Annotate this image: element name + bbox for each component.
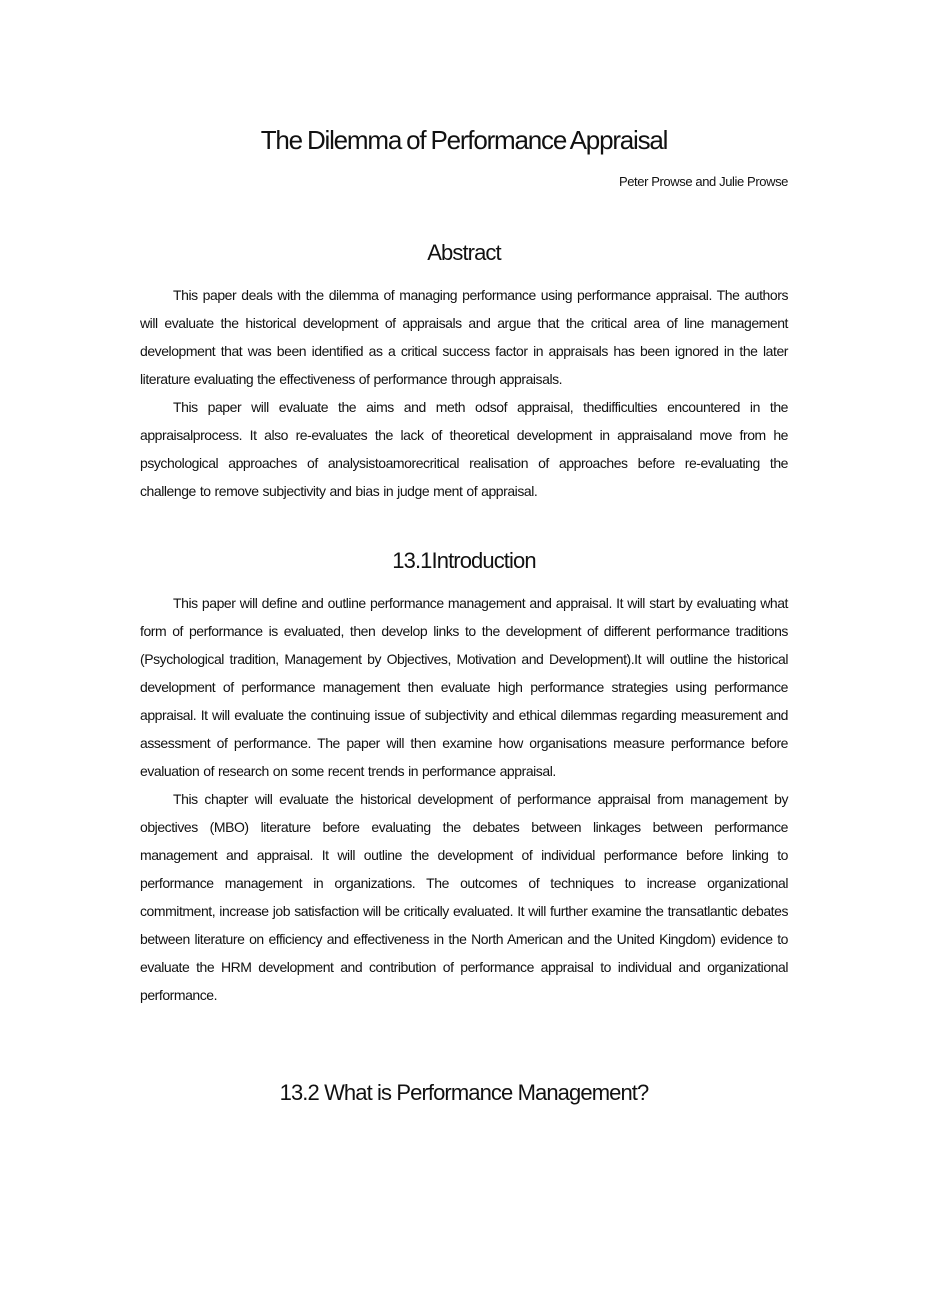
abstract-heading: Abstract: [427, 240, 501, 265]
introduction-paragraph: This paper will define and outline performance management and appraisal. It will start by evaluating what form of performance is evaluated, then develop links to the development of different performance traditions (Psychological tradition, Management by Objectives, Motivation and Development).It will outline the historical development of performance management then evaluate high performance strategies using performance appraisal. It will evaluate the continuing issue of subjectivity and ethical dilemmas regarding measurement and assessment of performance. The paper will then examine how organisations measure performance before evaluation of research on some recent trends in performance appraisal.: [140, 595, 788, 779]
abstract-body: [140, 281, 788, 505]
abstract-paragraph: This paper will evaluate the aims and meth odsof appraisal, thedifficulties encountered in the appraisalprocess. It also re-evaluates the lack of theoretical development in appraisaland move from he psychological approaches of analysistoamorecritical realisation of approaches before re-evaluating the challenge to remove subjectivity and bias in judge ment of appraisal.: [140, 399, 788, 499]
performance-management-heading: 13.2 What is Performance Management?: [279, 1080, 649, 1105]
introduction-paragraph: This chapter will evaluate the historical development of performance appraisal from management by objectives (MBO) literature before evaluating the debates between linkages between performance management and appraisal. It will outline the development of individual performance before linking to performance management in organizations. The outcomes of techniques to increase organizational commitment, increase job satisfaction will be critically evaluated. It will further examine the transatlantic debates between literature on efficiency and effectiveness in the North American and the United Kingdom) evidence to evaluate the HRM development and contribution of performance appraisal to individual and organizational performance.: [140, 791, 788, 1003]
paper-authors: Peter Prowse and Julie Prowse: [618, 174, 788, 189]
abstract-paragraph: This paper deals with the dilemma of managing performance using performance appraisal. The authors will evaluate the historical development of appraisals and argue that the critical area of line management development that was been identified as a critical success factor in appraisals has been ignored in the later literature evaluating the effectiveness of performance through appraisals.: [140, 287, 788, 387]
introduction-body: [140, 589, 788, 1009]
paper-title: The Dilemma of Performance Appraisal: [260, 125, 668, 155]
introduction-heading: 13.1Introduction: [392, 548, 536, 573]
